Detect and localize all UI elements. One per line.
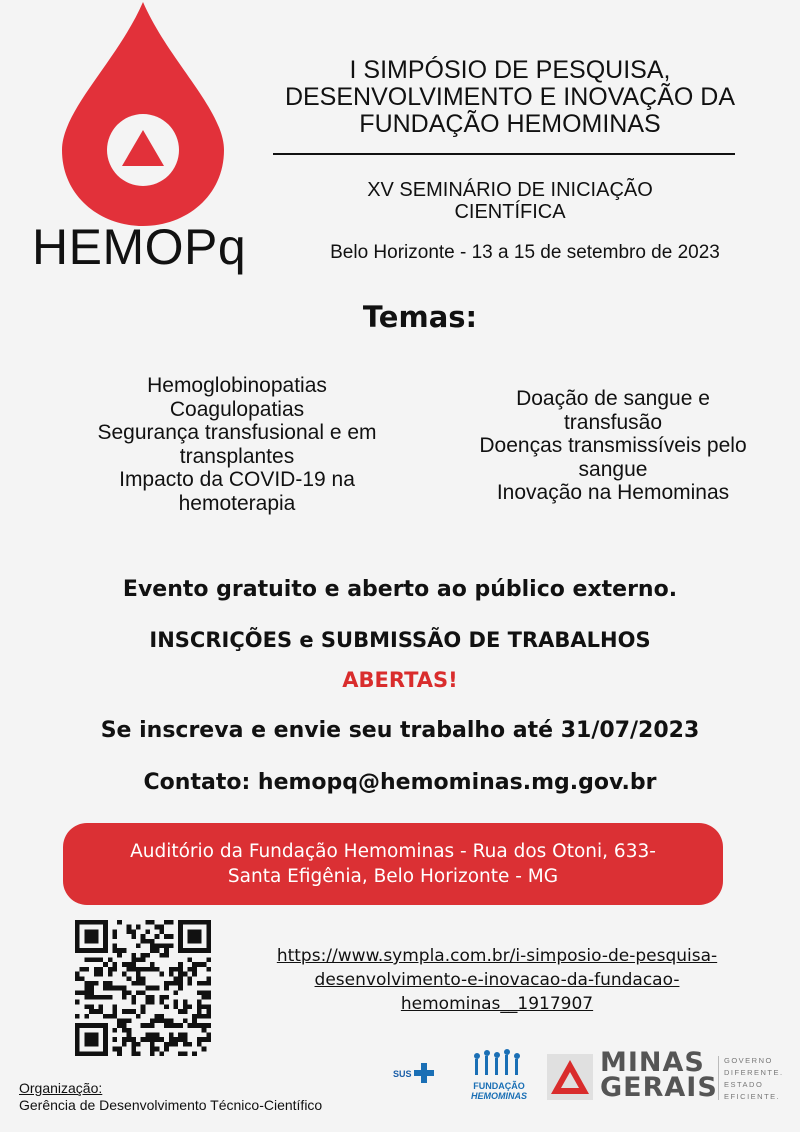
topic-item: Inovação na Hemominas — [496, 481, 730, 504]
title-line: I SIMPÓSIO DE PESQUISA, — [349, 56, 671, 84]
minas-gerais-logo-text — [600, 1047, 718, 1103]
registration-link[interactable] — [227, 944, 767, 1016]
topic-item: Doação de sangue e — [516, 387, 710, 410]
topic-item: transfusão — [563, 410, 663, 434]
contact-email: Contato: hemopq@hemominas.mg.gov.br — [143, 770, 657, 795]
topic-item: Segurança transfusional e em — [97, 421, 377, 444]
subtitle-line: CIENTÍFICA — [454, 201, 566, 223]
link-line[interactable]: https://www.sympla.com.br/i-simposio-de-pesquisa- — [276, 946, 718, 966]
free-event-notice: Evento gratuito e aberto ao público externo. — [122, 577, 678, 602]
subtitle-line: XV SEMINÁRIO DE INICIAÇÃO — [367, 179, 653, 201]
hemominas-logo-text — [463, 1081, 535, 1101]
topics-right-column — [428, 387, 798, 505]
logo-divider — [718, 1056, 719, 1100]
link-line[interactable]: hemominas__1917907 — [400, 994, 594, 1014]
venue-address — [130, 839, 656, 889]
venue-line: Auditório da Fundação Hemominas - Rua dos Otoni, 633- — [130, 841, 656, 862]
open-badge: ABERTAS! — [342, 668, 458, 692]
blood-drop-logo-icon — [58, 0, 228, 228]
topics-left-column — [52, 374, 422, 515]
topics-heading: Temas: — [362, 300, 478, 334]
registrations-heading: INSCRIÇÕES e SUBMISSÃO DE TRABALHOS — [149, 628, 651, 652]
minas-logo-line: MINAS — [600, 1047, 705, 1078]
title-line: DESENVOLVIMENTO E INOVAÇÃO DA — [284, 83, 736, 111]
venue-line: Santa Efigênia, Belo Horizonte - MG — [227, 866, 559, 887]
organization-name: Gerência de Desenvolvimento Técnico-Científico — [19, 1097, 323, 1113]
topic-item: hemoterapia — [178, 491, 296, 515]
tagline-line: EFICIENTE. — [724, 1092, 781, 1101]
organization-label: Organização: — [19, 1080, 103, 1096]
hemominas-logo-line: FUNDAÇÃO — [473, 1081, 525, 1091]
government-tagline — [724, 1055, 784, 1103]
sus-logo-icon — [393, 1060, 441, 1086]
venue-banner — [63, 823, 723, 905]
event-date: Belo Horizonte - 13 a 15 de setembro de 2023 — [330, 242, 720, 263]
topic-item: Coagulopatias — [169, 397, 305, 421]
topic-item: Doenças transmissíveis pelo — [479, 434, 747, 457]
topic-item: transplantes — [179, 444, 295, 468]
link-line[interactable]: desenvolvimento-e-inovacao-da-fundacao- — [314, 970, 680, 990]
topic-item: sangue — [578, 457, 648, 481]
tagline-line: GOVERNO — [724, 1056, 773, 1065]
minas-gerais-emblem-icon — [547, 1054, 593, 1100]
title-line: FUNDAÇÃO HEMOMINAS — [359, 110, 661, 138]
hemopq-logo-text: HEMOPq — [32, 219, 247, 275]
topic-item: Hemoglobinopatias — [147, 374, 327, 397]
minas-logo-line: GERAIS — [600, 1072, 718, 1103]
topic-item: Impacto da COVID-19 na — [119, 468, 355, 491]
title-divider — [273, 153, 735, 155]
tagline-line: ESTADO — [724, 1080, 764, 1089]
qr-code-icon[interactable] — [75, 920, 211, 1056]
event-subtitle — [300, 179, 720, 223]
sus-logo-text: SUS — [393, 1069, 412, 1079]
deadline-notice: Se inscreva e envie seu trabalho até 31/07/2023 — [100, 718, 700, 743]
event-title — [250, 57, 770, 138]
hemominas-logo-line: HEMOMINAS — [471, 1091, 527, 1101]
tagline-line: DIFERENTE. — [724, 1068, 784, 1077]
